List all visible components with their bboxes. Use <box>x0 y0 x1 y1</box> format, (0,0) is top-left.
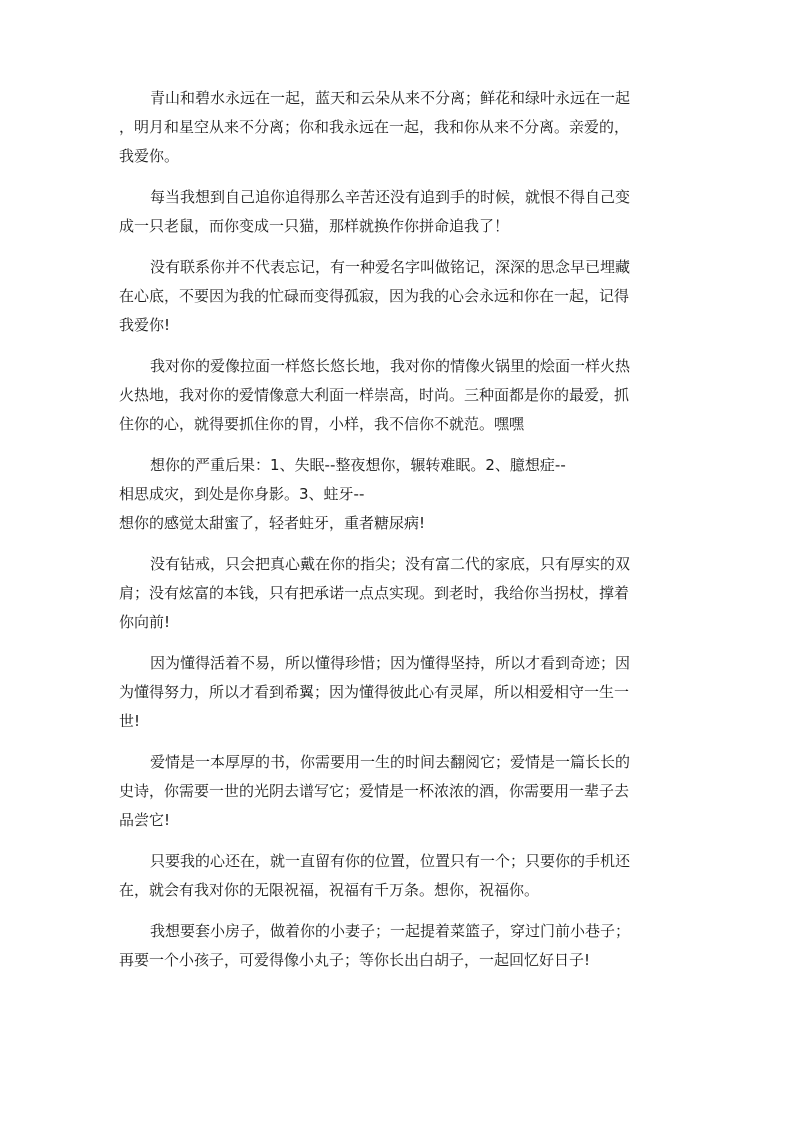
paragraph <box>119 917 675 975</box>
text-line: 每当我想到自己追你追得那么辛苦还没有追到手的时候，就恨不得自己变 <box>150 188 631 206</box>
text-line: 青山和碧水永远在一起，蓝天和云朵从来不分离；鲜花和绿叶永远在一起 <box>150 89 631 107</box>
text-line: 没有钻戒，只会把真心戴在你的指尖；没有富二代的家底，只有厚实的双 <box>150 555 631 573</box>
paragraph <box>119 847 675 905</box>
text-line: 再要一个小孩子，可爱得像小丸子；等你长出白胡子，一起回忆好日子! <box>119 951 591 969</box>
text-line: 没有联系你并不代表忘记，有一种爱名字叫做铭记，深深的思念早已埋藏 <box>150 258 631 276</box>
text-line: 在，就会有我对你的无限祝福，祝福有千万条。想你，祝福你。 <box>119 881 540 899</box>
text-line: 品尝它! <box>119 811 171 829</box>
text-line: 住你的心，就得要抓住你的胃，小样，我不信你不就范。嘿嘿 <box>119 415 525 433</box>
text-line: 我想要套小房子，做着你的小妻子；一起提着菜篮子，穿过门前小巷子； <box>150 922 631 940</box>
text-line: 爱情是一本厚厚的书，你需要用一生的时间去翻阅它；爱情是一篇长长的 <box>150 753 631 771</box>
text-line: 为懂得努力，所以才看到希翼；因为懂得彼此心有灵犀，所以相爱相守一生一 <box>119 683 630 701</box>
text-line: 我爱你。 <box>119 147 180 165</box>
paragraph <box>119 550 675 637</box>
text-line: ，明月和星空从来不分离；你和我永远在一起，我和你从来不分离。亲爱的， <box>119 118 630 136</box>
document-body <box>119 84 675 987</box>
paragraph <box>119 253 675 340</box>
text-line: 只要我的心还在，就一直留有你的位置，位置只有一个；只要你的手机还 <box>150 852 631 870</box>
paragraph <box>119 649 675 736</box>
paragraph <box>119 352 675 439</box>
paragraph <box>119 451 675 538</box>
text-line: 因为懂得活着不易，所以懂得珍惜；因为懂得坚持，所以才看到奇迹；因 <box>150 654 631 672</box>
text-line: 在心底，不要因为我的忙碌而变得孤寂，因为我的心会永远和你在一起，记得 <box>119 287 630 305</box>
text-line: 相思成灾，到处是你身影。3、蛀牙-- <box>119 485 365 503</box>
paragraph <box>119 183 675 241</box>
text-line: 成一只老鼠，而你变成一只猫，那样就换作你拼命追我了！ <box>119 217 510 235</box>
paragraph <box>119 84 675 171</box>
text-line: 我爱你! <box>119 316 171 334</box>
text-line: 史诗，你需要一世的光阴去谱写它；爱情是一杯浓浓的酒，你需要用一辈子去 <box>119 782 630 800</box>
text-line: 火热地，我对你的爱情像意大利面一样崇高，时尚。三种面都是你的最爱，抓 <box>119 386 630 404</box>
text-line: 肩；没有炫富的本钱，只有把承诺一点点实现。到老时，我给你当拐杖，撑着 <box>119 584 630 602</box>
text-line: 我对你的爱像拉面一样悠长悠长地，我对你的情像火锅里的烩面一样火热 <box>150 357 631 375</box>
text-line: 你向前! <box>119 613 171 631</box>
text-line: 想你的感觉太甜蜜了，轻者蛀牙，重者糖尿病! <box>119 514 426 532</box>
paragraph <box>119 748 675 835</box>
text-line: 想你的严重后果：1、失眠--整夜想你，辗转难眠。2、臆想症-- <box>150 456 566 474</box>
text-line: 世! <box>119 712 141 730</box>
